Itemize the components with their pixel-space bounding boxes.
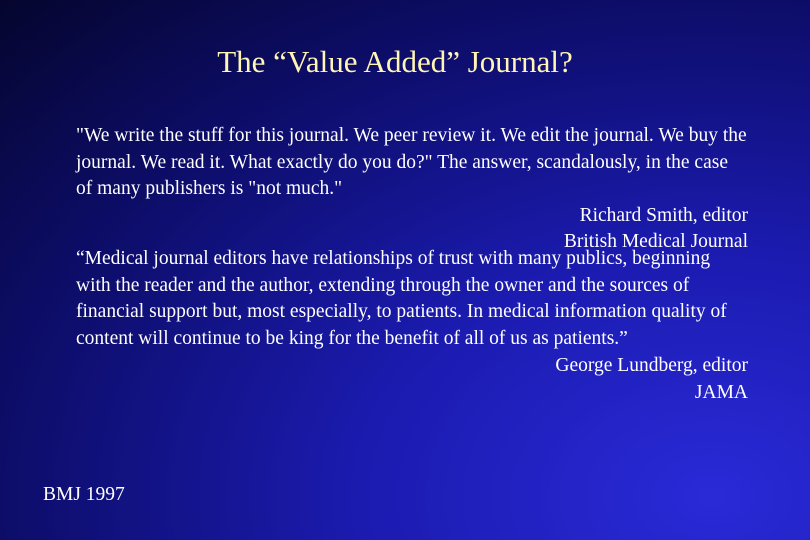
quote-text: "We write the stuff for this journal. We peer review it. We edit the journal. We buy the journal. We read it. What exactly do you do?" The answer, scandalously, in the case of many publishers is "not much.": [76, 125, 747, 199]
quote-author: Richard Smith, editor: [579, 204, 748, 226]
quote-george-lundberg: [76, 246, 748, 406]
quote-author: George Lundberg, editor: [555, 355, 748, 376]
quote-source: JAMA: [694, 381, 748, 403]
quote-richard-smith: [76, 123, 748, 256]
footer-citation: BMJ 1997: [43, 484, 125, 505]
quote-text: “Medical journal editors have relationships of trust with many publics, beginning with the reader and the author, extending through the owner and the sources of financial support but, most especially, to patients. In medical information quality of content will continue to be king for the benefit of all of us as patients.”: [76, 248, 727, 349]
quote-source: British Medical Journal: [563, 231, 748, 252]
slide-title: The “Value Added” Journal?: [217, 44, 573, 79]
